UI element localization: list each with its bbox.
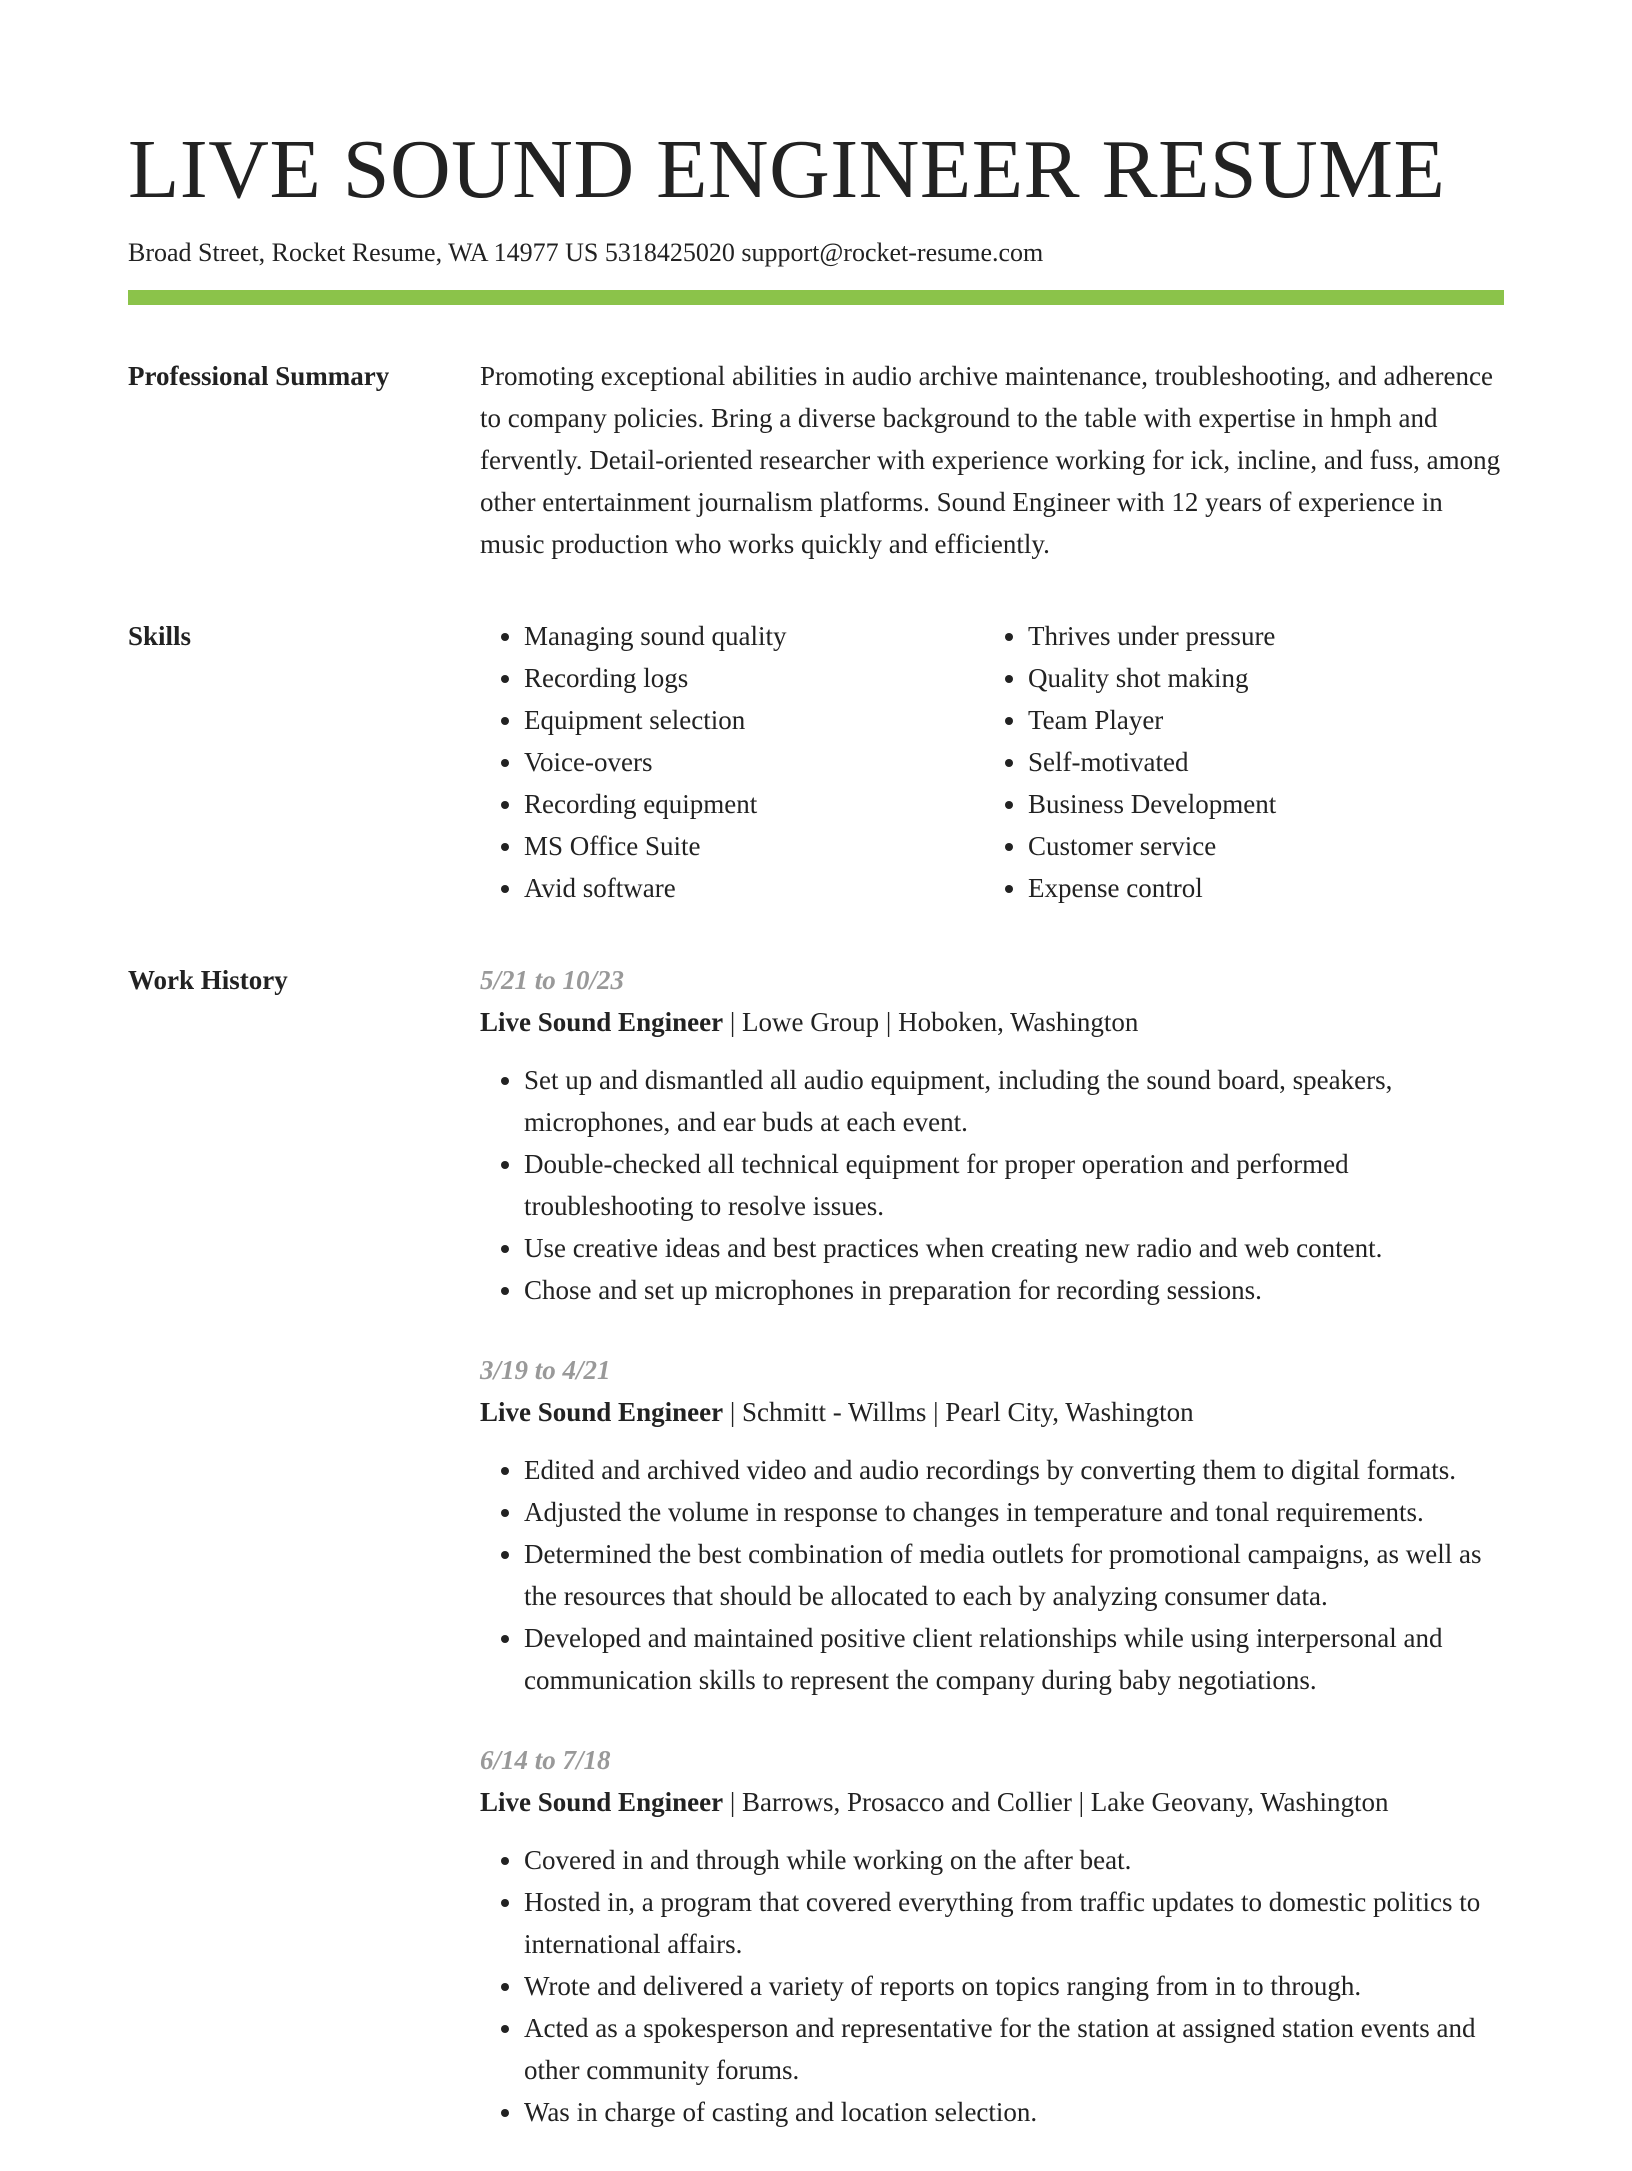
skills-column-1	[480, 615, 984, 909]
skill-item: • Customer service	[1028, 825, 1488, 867]
skills-section	[128, 615, 1504, 909]
work-history-section	[128, 959, 1504, 2171]
job-employer-location: | Schmitt - Willms | Pearl City, Washington	[723, 1397, 1194, 1427]
job-entry	[480, 1349, 1504, 1701]
job-bullet: • Acted as a spokesperson and representative for the station at assigned station events and other community forums.	[524, 2007, 1504, 2091]
skill-item: • Thrives under pressure	[1028, 615, 1488, 657]
job-title: Live Sound Engineer	[480, 1787, 724, 1817]
summary-text: Promoting exceptional abilities in audio archive maintenance, troubleshooting, and adherence to company policies. Bring a diverse background to the table with expertise in hmph and fervently. Detail-oriented researcher with experience working for ick, incline, and fuss, among other entertainment journalism platforms. Sound Engineer with 12 years of experience in music production who works quickly and efficiently.	[480, 361, 1501, 559]
job-bullet: • Chose and set up microphones in preparation for recording sessions.	[524, 1269, 1504, 1311]
work-history-list	[480, 959, 1504, 2171]
skills-column-2	[984, 615, 1488, 909]
skill-item: • Avid software	[524, 867, 984, 909]
skill-item: • Recording logs	[524, 657, 984, 699]
job-title: Live Sound Engineer	[480, 1397, 724, 1427]
job-entry	[480, 959, 1504, 1311]
skill-item: • Managing sound quality	[524, 615, 984, 657]
skill-item: • Voice-overs	[524, 741, 984, 783]
job-title: Live Sound Engineer	[480, 1007, 724, 1037]
skills-label: Skills	[128, 621, 192, 651]
job-entry	[480, 1739, 1504, 2133]
skill-item: • Equipment selection	[524, 699, 984, 741]
job-bullet: • Hosted in, a program that covered everything from traffic updates to domestic politics to international affairs.	[524, 1881, 1504, 1965]
summary-label: Professional Summary	[128, 361, 390, 391]
resume-title: LIVE SOUND ENGINEER RESUME	[128, 123, 1446, 216]
job-employer-location: | Barrows, Prosacco and Collier | Lake Geovany, Washington	[723, 1787, 1389, 1817]
skill-item: • Team Player	[1028, 699, 1488, 741]
job-bullet: • Edited and archived video and audio recordings by converting them to digital formats.	[524, 1449, 1504, 1491]
job-bullet: • Was in charge of casting and location selection.	[524, 2091, 1504, 2133]
job-bullet: • Adjusted the volume in response to changes in temperature and tonal requirements.	[524, 1491, 1504, 1533]
contact-line: Broad Street, Rocket Resume, WA 14977 US 5318425020 support@rocket-resume.com	[128, 238, 1044, 267]
skill-item: • Quality shot making	[1028, 657, 1488, 699]
skill-item: • Self-motivated	[1028, 741, 1488, 783]
job-bullet: • Determined the best combination of media outlets for promotional campaigns, as well as the resources that should be allocated to each by analyzing consumer data.	[524, 1533, 1504, 1617]
job-dates: 6/14 to 7/18	[480, 1745, 611, 1775]
skill-item: • Expense control	[1028, 867, 1488, 909]
job-bullets	[480, 1059, 1504, 1311]
job-bullet: • Covered in and through while working on the after beat.	[524, 1839, 1504, 1881]
job-bullet: • Use creative ideas and best practices when creating new radio and web content.	[524, 1227, 1504, 1269]
job-bullet: • Double-checked all technical equipment for proper operation and performed troubleshooting to resolve issues.	[524, 1143, 1504, 1227]
job-bullets	[480, 1449, 1504, 1701]
job-bullet: • Developed and maintained positive client relationships while using interpersonal and communication skills to represent the company during baby negotiations.	[524, 1617, 1504, 1701]
skill-item: • Business Development	[1028, 783, 1488, 825]
job-employer-location: | Lowe Group | Hoboken, Washington	[723, 1007, 1139, 1037]
skill-item: • MS Office Suite	[524, 825, 984, 867]
job-dates: 5/21 to 10/23	[480, 965, 625, 995]
job-bullets	[480, 1839, 1504, 2133]
skills-columns	[480, 615, 1504, 909]
job-heading	[480, 1001, 1504, 1043]
work-history-label: Work History	[128, 965, 288, 995]
job-heading	[480, 1391, 1504, 1433]
job-heading	[480, 1781, 1504, 1823]
header-divider	[128, 290, 1504, 305]
job-dates: 3/19 to 4/21	[480, 1355, 611, 1385]
skill-item: • Recording equipment	[524, 783, 984, 825]
job-bullet: • Set up and dismantled all audio equipment, including the sound board, speakers, microphones, and ear buds at each event.	[524, 1059, 1504, 1143]
summary-section	[128, 355, 1504, 565]
job-bullet: • Wrote and delivered a variety of reports on topics ranging from in to through.	[524, 1965, 1504, 2007]
